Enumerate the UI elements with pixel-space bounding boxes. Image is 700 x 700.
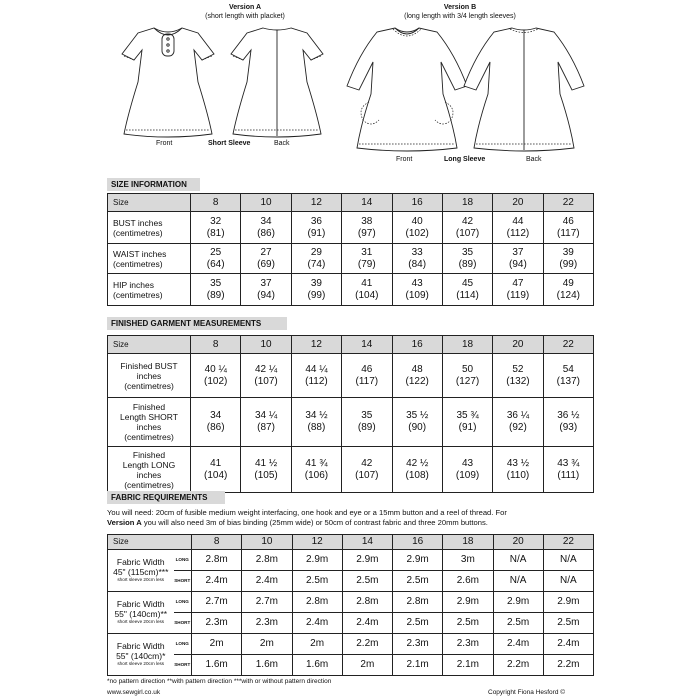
value-cell: 42 ½ (108) <box>392 447 442 493</box>
fabric-requirements-heading: FABRIC REQUIREMENTS <box>107 491 225 504</box>
version-b-front-drawing <box>345 24 470 154</box>
value-cell: 42 ¼ (107) <box>241 354 291 398</box>
size-label: Size <box>108 194 191 212</box>
value-cell: 2.4m <box>342 613 392 634</box>
value-cell: 42 (107) <box>342 447 392 493</box>
version-a-front-drawing <box>118 24 218 139</box>
value-cell: 35 ¾ (91) <box>442 398 492 447</box>
version-b-front-caption: Front <box>396 156 413 163</box>
size-cell: 10 <box>241 336 291 354</box>
value-cell: 2.3m <box>242 613 292 634</box>
table-row <box>108 274 594 306</box>
value-cell: 35 ½ (90) <box>392 398 442 447</box>
value-cell: 2.4m <box>192 571 242 592</box>
value-cell: 2.4m <box>292 613 342 634</box>
value-cell: 43 ½ (110) <box>493 447 543 493</box>
value-cell: 46 (117) <box>342 354 392 398</box>
size-cell: 18 <box>442 194 492 212</box>
size-cell: 18 <box>443 535 493 550</box>
row-label: HIP inches (centimetres) <box>108 274 191 306</box>
value-cell: 54 (137) <box>543 354 593 398</box>
value-cell: 2.3m <box>443 634 493 655</box>
value-cell: 2.1m <box>393 655 443 676</box>
table-row <box>108 398 594 447</box>
value-cell: 3m <box>443 550 493 571</box>
row-label: Finished Length LONG inches (centimetres) <box>108 447 191 493</box>
size-header-row <box>108 194 594 212</box>
value-cell: 38 (97) <box>342 212 392 244</box>
size-cell: 12 <box>291 336 341 354</box>
value-cell: 2.7m <box>242 592 292 613</box>
table-row <box>108 655 594 676</box>
size-cell: 14 <box>342 194 392 212</box>
value-cell: 44 (112) <box>493 212 543 244</box>
value-cell: 43 (109) <box>392 274 442 306</box>
value-cell: 41 ½ (105) <box>241 447 291 493</box>
value-cell: 34 ½ (88) <box>291 398 341 447</box>
fabric-requirements-table <box>107 534 594 676</box>
row-label: WAIST inches (centimetres) <box>108 244 191 274</box>
value-cell: 40 ¼ (102) <box>191 354 241 398</box>
table-row <box>108 571 594 592</box>
value-cell: 39 (99) <box>291 274 341 306</box>
size-cell: 16 <box>392 336 442 354</box>
value-cell: 2.9m <box>443 592 493 613</box>
finished-measurements-heading: FINISHED GARMENT MEASUREMENTS <box>107 317 287 330</box>
size-cell: 20 <box>493 336 543 354</box>
value-cell: 2m <box>292 634 342 655</box>
value-cell: 2m <box>242 634 292 655</box>
size-information-heading: SIZE INFORMATION <box>107 178 200 191</box>
row-label: Finished Length SHORT inches (centimetres) <box>108 398 191 447</box>
size-cell: 14 <box>342 535 392 550</box>
value-cell: 2.5m <box>393 571 443 592</box>
value-cell: 40 (102) <box>392 212 442 244</box>
value-cell: 2.2m <box>543 655 593 676</box>
version-a-bold: Version A <box>107 517 142 527</box>
value-cell: 2.6m <box>443 571 493 592</box>
value-cell: 49 (124) <box>543 274 593 306</box>
size-cell: 22 <box>543 194 593 212</box>
version-b-back-caption: Back <box>526 156 542 163</box>
value-cell: 2.4m <box>242 571 292 592</box>
short-sleeve-note: short sleeve 20cm less <box>117 661 165 666</box>
value-cell: N/A <box>493 550 543 571</box>
size-information-table <box>107 193 594 306</box>
value-cell: 44 ¼ (112) <box>291 354 341 398</box>
value-cell: 35 (89) <box>442 244 492 274</box>
value-cell: 43 ¾ (111) <box>543 447 593 493</box>
value-cell: 2.9m <box>292 550 342 571</box>
row-label: BUST inches (centimetres) <box>108 212 191 244</box>
value-cell: 2.8m <box>242 550 292 571</box>
value-cell: 52 (132) <box>493 354 543 398</box>
value-cell: 2.4m <box>493 634 543 655</box>
value-cell: 43 (109) <box>442 447 492 493</box>
value-cell: 2m <box>192 634 242 655</box>
size-header-row <box>108 336 594 354</box>
value-cell: 36 ¼ (92) <box>493 398 543 447</box>
table-row <box>108 592 594 613</box>
value-cell: 41 (104) <box>342 274 392 306</box>
short-label: SHORT <box>174 655 192 676</box>
size-cell: 20 <box>493 194 543 212</box>
value-cell: 2.8m <box>393 592 443 613</box>
version-a-variant-caption: Short Sleeve <box>208 140 251 147</box>
row-label: Finished BUST inches (centimetres) <box>108 354 191 398</box>
value-cell: 34 ¼ (87) <box>241 398 291 447</box>
value-cell: 2.9m <box>342 550 392 571</box>
value-cell: 2.3m <box>393 634 443 655</box>
value-cell: 2.9m <box>393 550 443 571</box>
value-cell: 47 (119) <box>493 274 543 306</box>
size-cell: 18 <box>442 336 492 354</box>
value-cell: 2.2m <box>493 655 543 676</box>
value-cell: 2.8m <box>292 592 342 613</box>
long-label: LONG <box>174 592 192 613</box>
short-sleeve-note: short sleeve 20cm less <box>117 619 165 624</box>
version-a-back-caption: Back <box>274 140 290 147</box>
fabric-width-label: Fabric Width 55" (140cm)** short sleeve 20cm less <box>108 592 174 634</box>
fabric-requirements-intro: You will need: 20cm of fusible medium weight interfacing, one hook and eye or a 15mm button and a reel of thread. For Version A you will also need 3m of bias binding (25mm wide) or 50cm of contrast fabric and three 20mm buttons. <box>107 508 507 527</box>
value-cell: 36 ½ (93) <box>543 398 593 447</box>
value-cell: 2.5m <box>393 613 443 634</box>
value-cell: 34 (86) <box>241 212 291 244</box>
value-cell: N/A <box>493 571 543 592</box>
size-cell: 20 <box>493 535 543 550</box>
size-header-row <box>108 535 594 550</box>
value-cell: 35 (89) <box>191 274 241 306</box>
table-row <box>108 354 594 398</box>
table-row <box>108 244 594 274</box>
value-cell: 50 (127) <box>442 354 492 398</box>
size-label: Size <box>108 535 192 550</box>
value-cell: N/A <box>543 550 593 571</box>
size-cell: 16 <box>392 194 442 212</box>
value-cell: 31 (79) <box>342 244 392 274</box>
website-link[interactable]: www.sewgirl.co.uk <box>107 689 161 696</box>
size-cell: 10 <box>241 194 291 212</box>
value-cell: 2.3m <box>192 613 242 634</box>
value-cell: 35 (89) <box>342 398 392 447</box>
finished-measurements-table <box>107 335 594 493</box>
value-cell: 2.5m <box>443 613 493 634</box>
value-cell: 2.8m <box>342 592 392 613</box>
footnote: *no pattern direction **with pattern direction ***with or without pattern direction <box>107 678 332 685</box>
table-row <box>108 634 594 655</box>
value-cell: 1.6m <box>292 655 342 676</box>
table-row <box>108 550 594 571</box>
short-sleeve-note: short sleeve 20cm less <box>117 577 165 582</box>
short-label: SHORT <box>174 571 192 592</box>
value-cell: 29 (74) <box>291 244 341 274</box>
table-row <box>108 447 594 493</box>
copyright: Copyright Fiona Hesford © <box>488 689 566 696</box>
value-cell: 2.5m <box>292 571 342 592</box>
value-cell: 42 (107) <box>442 212 492 244</box>
version-a-front-caption: Front <box>156 140 173 147</box>
value-cell: 34 (86) <box>191 398 241 447</box>
value-cell: 2.5m <box>543 613 593 634</box>
value-cell: 2.8m <box>192 550 242 571</box>
value-cell: 32 (81) <box>191 212 241 244</box>
illustrations <box>0 0 700 172</box>
size-cell: 8 <box>192 535 242 550</box>
value-cell: 2.9m <box>543 592 593 613</box>
size-cell: 22 <box>543 535 593 550</box>
fabric-width-label: Fabric Width 55" (140cm)* short sleeve 20cm less <box>108 634 174 676</box>
size-cell: 8 <box>191 194 241 212</box>
value-cell: 2.9m <box>493 592 543 613</box>
value-cell: N/A <box>543 571 593 592</box>
value-cell: 45 (114) <box>442 274 492 306</box>
table-row <box>108 613 594 634</box>
value-cell: 2.5m <box>342 571 392 592</box>
size-cell: 16 <box>393 535 443 550</box>
short-label: SHORT <box>174 613 192 634</box>
value-cell: 33 (84) <box>392 244 442 274</box>
size-label: Size <box>108 336 191 354</box>
size-cell: 10 <box>242 535 292 550</box>
size-cell: 8 <box>191 336 241 354</box>
size-cell: 12 <box>291 194 341 212</box>
value-cell: 2m <box>342 655 392 676</box>
fabric-width-label: Fabric Width 45" (115cm)*** short sleeve 20cm less <box>108 550 174 592</box>
value-cell: 27 (69) <box>241 244 291 274</box>
long-label: LONG <box>174 634 192 655</box>
value-cell: 39 (99) <box>543 244 593 274</box>
value-cell: 48 (122) <box>392 354 442 398</box>
value-cell: 1.6m <box>242 655 292 676</box>
value-cell: 37 (94) <box>493 244 543 274</box>
value-cell: 41 ¾ (106) <box>291 447 341 493</box>
value-cell: 1.6m <box>192 655 242 676</box>
value-cell: 2.7m <box>192 592 242 613</box>
long-label: LONG <box>174 550 192 571</box>
value-cell: 37 (94) <box>241 274 291 306</box>
version-b-variant-caption: Long Sleeve <box>444 156 486 163</box>
value-cell: 2.5m <box>493 613 543 634</box>
value-cell: 36 (91) <box>291 212 341 244</box>
size-cell: 12 <box>292 535 342 550</box>
value-cell: 46 (117) <box>543 212 593 244</box>
value-cell: 2.2m <box>342 634 392 655</box>
value-cell: 41 (104) <box>191 447 241 493</box>
version-b-title: Version B (long length with 3/4 length sleeves) <box>404 4 516 20</box>
size-cell: 14 <box>342 336 392 354</box>
value-cell: 25 (64) <box>191 244 241 274</box>
version-a-title: Version A (short length with placket) <box>205 4 285 20</box>
version-b-back-drawing <box>462 24 587 154</box>
table-row <box>108 212 594 244</box>
value-cell: 2.1m <box>443 655 493 676</box>
size-cell: 22 <box>543 336 593 354</box>
value-cell: 2.4m <box>543 634 593 655</box>
version-a-back-drawing <box>227 24 327 139</box>
